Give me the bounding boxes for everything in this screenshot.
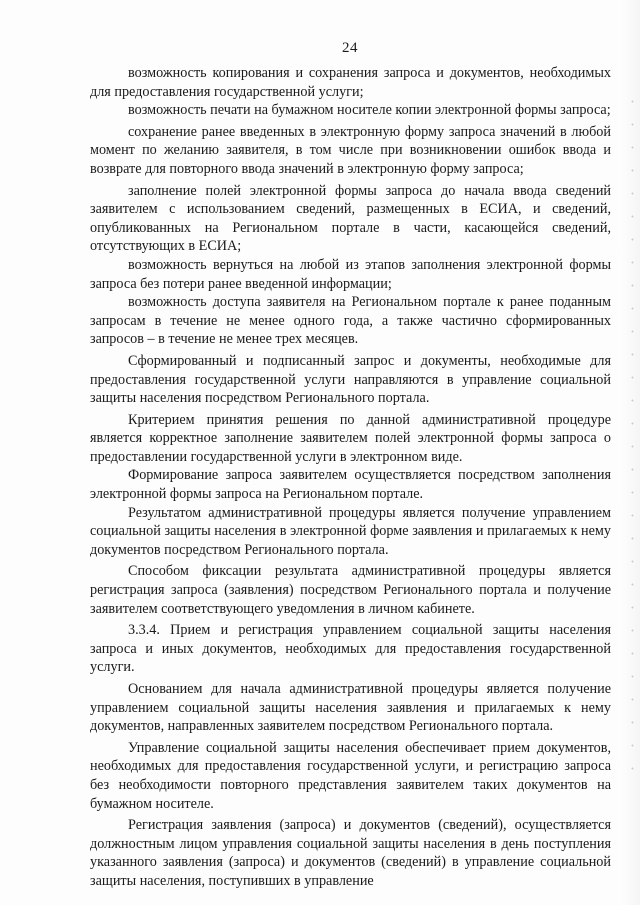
scan-edge-dots xyxy=(631,90,634,790)
paragraph-document-acceptance: Управление социальной защиты населения обеспечивает прием документов, необходимых для предоставления государственной услуги, и регистрацию запроса без необходимости повторного представления заявителем таких документов на бумажном носителе. xyxy=(90,739,611,812)
paragraph-request-formation: Формирование запроса заявителем осуществляется посредством заполнения электронной формы запроса на Региональном портале. xyxy=(90,467,611,503)
section-heading-3-3-4: 3.3.4. Прием и регистрация управлением социальной защиты населения запроса и иных документов, необходимых для предоставления государственной услуги. xyxy=(90,622,611,676)
paragraph-registration: Регистрация заявления (запроса) и документов (сведений), осуществляется должностным лицом управления социальной защиты населения в день поступления указанного заявления (запроса) и документов (сведений) в управление социальной защиты населения, поступивших в управление xyxy=(90,817,611,889)
paragraph-return-step: возможность вернуться на любой из этапов заполнения электронной формы запроса без потери ранее введенной информации; xyxy=(90,256,611,292)
paragraph-submitted-request: Сформированный и подписанный запрос и документы, необходимые для предоставления государственной услуги направляются в управление социальной защиты населения посредством Регионального портала. xyxy=(90,352,611,407)
paragraph-procedure-basis: Основанием для начала административной процедуры является получение управлением социальной защиты населения заявления и прилагаемых к нему документов, направленных заявителем посредством Регионального портала. xyxy=(90,681,611,735)
paragraph-copy-save: возможность копирования и сохранения запроса и документов, необходимых для предоставления государственной услуги; xyxy=(90,65,611,100)
paragraph-access-requests: возможность доступа заявителя на Региональном портале к ранее поданным запросам в течение не менее одного года, а также частично сформированных запросов – в течение не менее трех месяцев. xyxy=(90,294,611,348)
page-number: 24 xyxy=(342,40,358,56)
paragraph-prefill-esia: заполнение полей электронной формы запроса до начала ввода сведений заявителем с использованием сведений, размещенных в ЕСИА, и сведений, опубликованных на Региональном портале в части, касающейся сведений, отсутствующих в ЕСИА; xyxy=(90,182,611,255)
paragraph-print: возможность печати на бумажном носителе копии электронной формы запроса; xyxy=(128,102,611,119)
paragraph-result-fixation: Способом фиксации результата административной процедуры является регистрация запроса (заявления) посредством Регионального портала и получение заявителем соответствующего уведомления в личном кабинете. xyxy=(90,563,611,617)
paragraph-procedure-result: Результатом административной процедуры является получение управлением социальной защиты населения в электронной форме заявления и прилагаемых к нему документов посредством Регионального портала. xyxy=(90,504,611,558)
document-body xyxy=(90,64,611,891)
paragraph-save-values: сохранение ранее введенных в электронную форму запроса значений в любой момент по желанию заявителя, в том числе при возникновении ошибок ввода и возврате для повторного ввода значений в электронную форму запроса; xyxy=(90,123,611,177)
paragraph-decision-criterion: Критерием принятия решения по данной административной процедуре является корректное заполнение заявителем полей электронной формы запроса о предоставлении государственной услуги в электронном виде. xyxy=(90,411,611,465)
